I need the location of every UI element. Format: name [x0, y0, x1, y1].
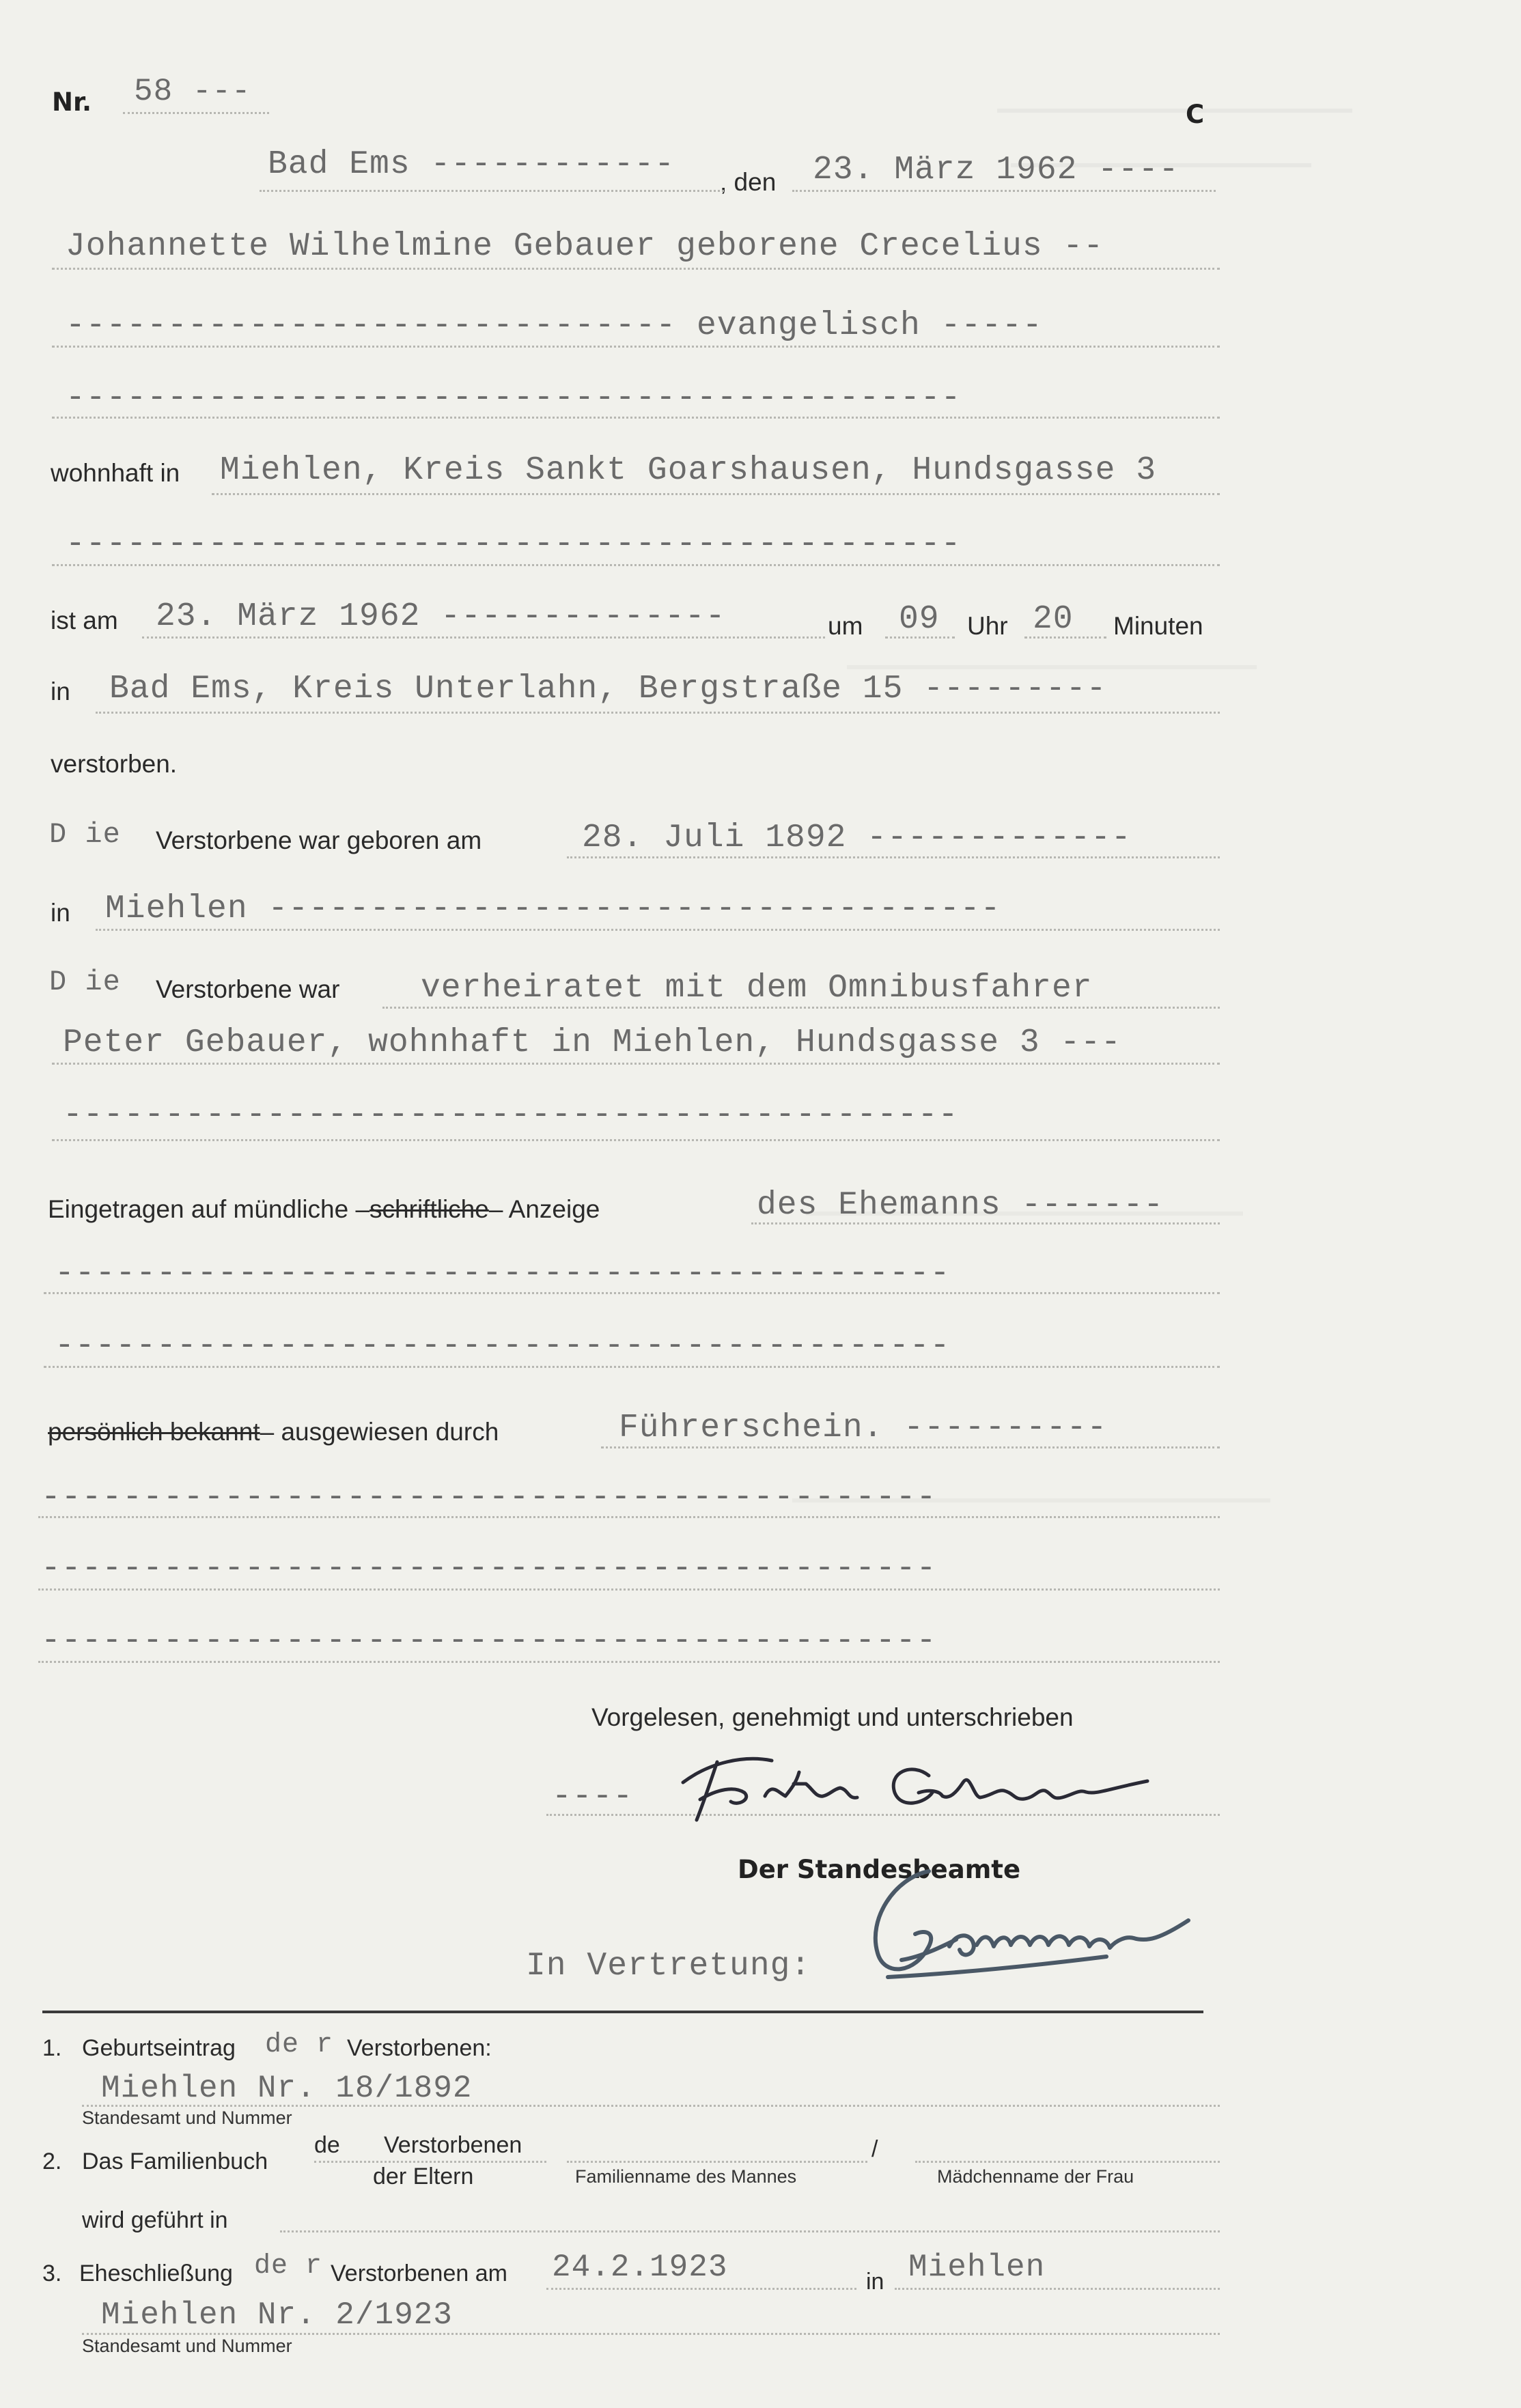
- footer-item3-label-post: Verstorbenen am: [331, 2260, 507, 2286]
- uhr-label: Uhr: [967, 612, 1008, 640]
- birth-entry-reference: Miehlen Nr. 18/1892: [101, 2071, 473, 2106]
- footer-item2-gefuehrt: wird geführt in: [82, 2207, 228, 2233]
- birth-entry-dotted-line: [82, 2105, 1220, 2107]
- death-hour: 09: [899, 601, 940, 638]
- den-label: , den: [720, 168, 777, 196]
- husband-name-caption: Familienname des Mannes: [575, 2166, 797, 2187]
- residence-filler: --------------------------------------------: [66, 526, 962, 563]
- identification-filler-dotted-3: [38, 1661, 1220, 1663]
- birth-entry-caption: Standesamt und Nummer: [82, 2108, 292, 2128]
- footer-item1-label: Geburtseintrag: [82, 2035, 236, 2061]
- category-letter: C: [1186, 100, 1205, 129]
- birth-place: Miehlen ------------------------------------: [105, 891, 1001, 927]
- filler-line: --------------------------------------------: [66, 380, 962, 417]
- registrar-signature-image: [847, 1858, 1202, 1987]
- registration-dotted-line: [751, 1222, 1220, 1224]
- death-in-label: in: [51, 677, 70, 705]
- wife-maiden-name-dotted-line: [915, 2161, 1220, 2163]
- identification-filler-2: --------------------------------------------: [41, 1550, 937, 1587]
- verstorben-label: verstorben.: [51, 750, 178, 778]
- vertretung-label: In Vertretung:: [526, 1948, 811, 1985]
- footer-item1-label-post: Verstorbenen:: [347, 2035, 492, 2061]
- minuten-label: Minuten: [1113, 612, 1203, 640]
- registration-filler-dotted-1: [44, 1292, 1220, 1294]
- status-label: Verstorbene war: [156, 975, 340, 1003]
- birth-place-dotted-line: [96, 929, 1220, 931]
- marriage-entry-dotted-line: [82, 2333, 1220, 2335]
- birth-date-dotted-line: [567, 856, 1220, 858]
- religion-dotted-line: [52, 346, 1220, 348]
- registration-filler-dotted-2: [44, 1366, 1220, 1368]
- registry-place: Bad Ems ------------: [268, 146, 675, 183]
- registration-filler-1: --------------------------------------------: [55, 1255, 951, 1292]
- spouse-signature-image: [669, 1735, 1188, 1830]
- footer-item3-label: Eheschließung: [79, 2260, 233, 2286]
- residence-value: Miehlen, Kreis Sankt Goarshausen, Hundsgasse 3: [220, 452, 1157, 489]
- marriage-date: 24.2.1923: [552, 2250, 728, 2285]
- residence-dotted-line: [212, 493, 1220, 495]
- religion-line: ------------------------------ evangelisch -----: [66, 307, 1043, 344]
- name-dotted-line: [52, 268, 1220, 270]
- nr-label: Nr.: [52, 87, 92, 117]
- husband-name-dotted-line: [567, 2161, 867, 2163]
- registration-label-pre: Eingetragen auf mündliche –: [48, 1195, 370, 1223]
- bleed-through-mark: [997, 99, 1352, 113]
- ist-am-label: ist am: [51, 606, 118, 634]
- footer-item2-verstorbenen: Verstorbenen: [384, 2132, 522, 2158]
- place-dotted-line: [260, 190, 724, 192]
- death-place: Bad Ems, Kreis Unterlahn, Bergstraße 15 ---------: [109, 671, 1107, 708]
- footer-item3-in: in: [866, 2269, 884, 2295]
- residence-label: wohnhaft in: [51, 459, 180, 487]
- hour-dotted-line: [885, 636, 955, 639]
- footer-item2-number: 2.: [42, 2148, 62, 2174]
- familienbuch-location-dotted-line: [280, 2230, 1220, 2232]
- um-label: um: [828, 612, 863, 640]
- record-number: 58 ---: [134, 74, 251, 109]
- signature-dashes: ----: [552, 1778, 634, 1815]
- status-article: D ie: [49, 966, 121, 998]
- minutes-dotted-line: [1024, 636, 1106, 639]
- spouse-line: Peter Gebauer, wohnhaft in Miehlen, Hundsgasse 3 ---: [63, 1024, 1121, 1061]
- marriage-date-dotted-line: [546, 2288, 856, 2290]
- footer-item3-article: de r: [254, 2251, 323, 2282]
- identification-label-post: – ausgewiesen durch: [260, 1418, 499, 1446]
- bleed-through-mark: [847, 656, 1257, 669]
- number-dotted-line: [123, 112, 269, 114]
- identification-document: Führerschein. ----------: [619, 1410, 1108, 1446]
- deceased-name: Johannette Wilhelmine Gebauer geborene Crecelius --: [66, 228, 1104, 265]
- death-date: 23. März 1962 --------------: [156, 598, 726, 635]
- identification-dotted-line: [601, 1446, 1220, 1448]
- footer-item3-number: 3.: [42, 2260, 62, 2286]
- registry-date: 23. März 1962 ----: [813, 152, 1180, 188]
- death-place-dotted-line: [96, 712, 1220, 714]
- footer-divider: [42, 2011, 1203, 2013]
- identification-filler-3: --------------------------------------------: [41, 1623, 937, 1660]
- birth-label: Verstorbene war geboren am: [156, 826, 482, 854]
- registration-value: des Ehemanns -------: [757, 1187, 1164, 1224]
- identification-label-struck: persönlich bekannt: [48, 1418, 260, 1446]
- status-dotted-line: [382, 1007, 1220, 1009]
- identification-filler-1: --------------------------------------------: [41, 1479, 937, 1516]
- registration-label: [48, 1195, 600, 1224]
- marriage-place-dotted-line: [895, 2288, 1220, 2290]
- footer-item2-label: Das Familienbuch: [82, 2148, 268, 2174]
- footer-item2-eltern: der Eltern: [373, 2164, 474, 2189]
- read-approved-label: Vorgelesen, genehmigt und unterschrieben: [591, 1703, 1074, 1731]
- date-dotted-line: [792, 190, 1216, 192]
- marital-status: verheiratet mit dem Omnibusfahrer: [421, 970, 1093, 1007]
- marriage-place: Miehlen: [908, 2250, 1046, 2285]
- familienbuch-dotted-line: [314, 2161, 546, 2163]
- birth-article: D ie: [49, 818, 121, 851]
- status-filler: --------------------------------------------: [63, 1097, 959, 1134]
- status-filler-dotted-line: [52, 1139, 1220, 1141]
- wife-maiden-name-caption: Mädchenname der Frau: [937, 2166, 1134, 2187]
- marriage-entry-caption: Standesamt und Nummer: [82, 2336, 292, 2356]
- death-date-dotted-line: [142, 636, 825, 639]
- footer-item2-article: de: [314, 2132, 340, 2158]
- standesbeamte-label: Der Standesbeamte: [738, 1855, 1021, 1884]
- registration-label-struck: schriftliche: [369, 1195, 489, 1223]
- birth-date: 28. Juli 1892 -------------: [582, 820, 1132, 856]
- registration-label-post: – Anzeige: [488, 1195, 600, 1223]
- footer-item1-article: de r: [265, 2030, 334, 2060]
- residence-filler-dotted-line: [52, 564, 1220, 566]
- identification-filler-dotted-2: [38, 1588, 1220, 1591]
- identification-filler-dotted-1: [38, 1516, 1220, 1518]
- marriage-entry-reference: Miehlen Nr. 2/1923: [101, 2297, 453, 2333]
- birth-in-label: in: [51, 899, 70, 927]
- identification-label: [48, 1418, 499, 1446]
- spouse-dotted-line: [52, 1063, 1220, 1065]
- footer-item1-number: 1.: [42, 2035, 62, 2061]
- death-minutes: 20: [1033, 601, 1074, 638]
- filler-dotted-line: [52, 417, 1220, 419]
- registration-filler-2: --------------------------------------------: [55, 1328, 951, 1364]
- footer-item2-slash: /: [871, 2136, 878, 2162]
